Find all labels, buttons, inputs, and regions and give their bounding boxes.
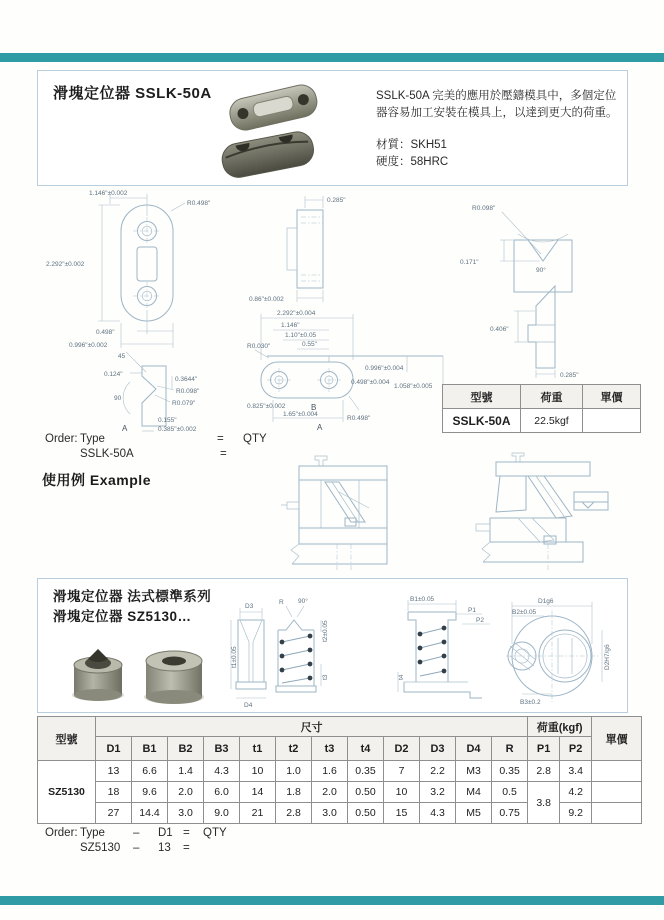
dim-0171: 0.171": [460, 259, 479, 266]
dim-0124: 0.124": [104, 371, 123, 378]
title-model: 滑塊定位器 SZ5130…: [53, 608, 192, 624]
order-size: 13: [158, 842, 171, 854]
cell: 2.8: [528, 761, 560, 782]
cell: 1.0: [276, 761, 312, 782]
order-info-sz5130: [45, 827, 345, 859]
cell: 1.4: [168, 761, 204, 782]
dim-hole-offset: 0.498": [96, 329, 115, 336]
cell: 2.0: [312, 782, 348, 803]
photo-top-block: [227, 82, 320, 133]
order-type: Type: [80, 433, 105, 445]
dim-t2: t2±0.05: [322, 620, 329, 642]
dim-r0030: R0.030": [247, 343, 271, 350]
drawing-side-and-plan-view: [247, 190, 452, 432]
dim-b2: B2±0.05: [512, 609, 537, 616]
material-spec: 材質：SKH51: [376, 138, 447, 151]
cell: 3.4: [560, 761, 592, 782]
cell: 18: [96, 782, 132, 803]
dim-b3: B3±0.2: [520, 699, 541, 706]
cell: 0.35: [348, 761, 384, 782]
order-dash: –: [133, 827, 140, 839]
cell: 9.6: [132, 782, 168, 803]
usage-example-diagrams: [285, 452, 660, 580]
t2-sub-t4: t4: [348, 737, 384, 761]
unit-price-cell: [592, 803, 642, 824]
dim-angle: 90°: [298, 598, 308, 605]
t2-header-load: 荷重(kgf): [528, 717, 592, 737]
cell: M3: [456, 761, 492, 782]
product-description: [376, 88, 621, 171]
example-diagram-open: [476, 453, 608, 570]
cell-p1-merged: 3.8: [528, 782, 560, 824]
order-label: Order:: [45, 827, 78, 839]
cell: 0.35: [492, 761, 528, 782]
dim-1146: 1.146": [281, 322, 300, 329]
dim-angle45: 45: [118, 353, 126, 360]
t1-header-model: 型號: [443, 385, 521, 409]
order-eq2: =: [220, 448, 227, 460]
cell: M5: [456, 803, 492, 824]
t2-sub-t1: t1: [240, 737, 276, 761]
dim-radius: R0.498": [187, 200, 211, 207]
cell: 6.6: [132, 761, 168, 782]
order-type: Type: [80, 827, 105, 839]
dim-03644: 0.3644": [175, 376, 198, 383]
cell: 4.3: [204, 761, 240, 782]
t2-sub-t2: t2: [276, 737, 312, 761]
t2-header-price: 單價: [592, 717, 642, 761]
t1-model-cell: SSLK-50A: [443, 409, 521, 433]
cell: 27: [96, 803, 132, 824]
order-eq: =: [183, 827, 190, 839]
t2-header-size: 尺寸: [96, 717, 528, 737]
unit-price-cell: [592, 761, 642, 782]
plunger-section: [276, 597, 329, 692]
dim-0406: 0.406": [490, 326, 509, 333]
cell: 4.3: [420, 803, 456, 824]
photo-plunger: [72, 649, 124, 701]
cell: 2.2: [420, 761, 456, 782]
dim-0385: 0.385"±0.002: [158, 426, 197, 433]
order-model: SZ5130: [80, 842, 121, 854]
wedge-view-drawing: [104, 352, 200, 433]
cell: 0.50: [348, 782, 384, 803]
dim-086: 0.86"±0.002: [249, 296, 284, 303]
dim-r0098: R0.098": [176, 388, 200, 395]
table-row: [38, 761, 642, 782]
order-eq2: =: [183, 842, 190, 854]
cell: 0.50: [348, 803, 384, 824]
cell: 2.0: [168, 782, 204, 803]
dim-d1: D1g6: [538, 598, 554, 605]
dim-p2: P2: [476, 617, 484, 624]
cell: 13: [96, 761, 132, 782]
view-a-label: A: [122, 424, 128, 433]
cell: 9.0: [204, 803, 240, 824]
drawing-sz-cross-section-1: [228, 590, 346, 712]
dim-d3: D3: [245, 603, 254, 610]
order-eq: =: [217, 433, 224, 445]
bushing-section: [231, 603, 266, 709]
drawing-sz-cross-section-2: [396, 594, 496, 712]
t2-header-model: 型號: [38, 717, 96, 761]
cell: 0.75: [492, 803, 528, 824]
dim-055: 0.55": [302, 341, 317, 348]
product-photo-sslk50a: [216, 75, 334, 181]
dim-0825: 0.825"±0.002: [247, 403, 286, 410]
dim-p1: P1: [468, 607, 476, 614]
t1-header-load: 荷重: [521, 385, 583, 409]
cell: 21: [240, 803, 276, 824]
order-model: SSLK-50A: [80, 448, 134, 460]
t2-sub-p2: P2: [560, 737, 592, 761]
t2-sub-d4: D4: [456, 737, 492, 761]
t1-price-cell: [583, 409, 641, 433]
dim-b1: B1±0.05: [410, 596, 435, 603]
dim-0155: 0.155": [158, 417, 177, 424]
t2-sub-b2: B2: [168, 737, 204, 761]
dim-width: 1.146"±0.002: [89, 190, 128, 197]
order-dash2: –: [133, 842, 140, 854]
dim-2292: 2.292"±0.004: [277, 310, 316, 317]
photo-bushing: [144, 651, 204, 704]
t2-sub-d1: D1: [96, 737, 132, 761]
photo-bottom-block: [219, 129, 316, 180]
unit-price-cell: [592, 782, 642, 803]
top-accent-bar: [0, 53, 664, 62]
drawing-sz-circular-view: [490, 596, 620, 710]
example-diagram-closed: [281, 456, 387, 572]
t2-sub-b3: B3: [204, 737, 240, 761]
cell: M4: [456, 782, 492, 803]
t1-header-price: 單價: [583, 385, 641, 409]
notch-detail-drawing: [460, 205, 572, 292]
dim-110: 1.10"±0.05: [285, 332, 317, 339]
t2-model-cell: SZ5130: [38, 761, 96, 824]
dim-0285-profile: 0.285": [560, 372, 579, 379]
dim-angle90-detail: 90°: [536, 267, 546, 274]
label-a-plan: A: [317, 423, 323, 432]
order-label: Order:: [45, 433, 78, 445]
t2-sub-p1: P1: [528, 737, 560, 761]
spring-coils: [280, 634, 313, 683]
bottom-accent-bar: [0, 896, 664, 905]
dim-0498: 0.498"±0.004: [351, 379, 390, 386]
product-box-sslk50a: [37, 70, 628, 186]
dim-height: 2.292"±0.002: [46, 261, 85, 268]
load-spec-table: [442, 384, 641, 433]
cell: 1.8: [276, 782, 312, 803]
plan-view-drawing: [247, 310, 443, 432]
t2-sub-t3: t3: [312, 737, 348, 761]
t2-sub-d3: D3: [420, 737, 456, 761]
hardness-spec: 硬度：58HRC: [376, 155, 449, 168]
cell: 3.0: [312, 803, 348, 824]
cell: 9.2: [560, 803, 592, 824]
cell: 4.2: [560, 782, 592, 803]
t1-load-cell: 22.5kgf: [521, 409, 583, 433]
cell: 10: [384, 782, 420, 803]
cell: 10: [240, 761, 276, 782]
spring-coils-2: [418, 626, 447, 676]
cell: 7: [384, 761, 420, 782]
dim-t4: t4: [398, 674, 405, 680]
cell: 3.2: [420, 782, 456, 803]
dim-0996: 0.996"±0.004: [365, 365, 404, 372]
order-qty: QTY: [203, 827, 227, 839]
dim-base-width: 0.996"±0.002: [69, 342, 108, 349]
dim-t3: t3: [322, 674, 329, 680]
t2-sub-d2: D2: [384, 737, 420, 761]
title-series: 滑塊定位器 法式標準系列: [53, 589, 212, 604]
example-heading: 使用例 Example: [42, 472, 151, 488]
dimension-table: [37, 716, 642, 824]
cell: 14.4: [132, 803, 168, 824]
dim-r: R: [279, 599, 284, 606]
table-row: [38, 782, 642, 803]
cell: 15: [384, 803, 420, 824]
dim-t1: t1±0.05: [231, 646, 238, 668]
label-b-plan: B: [311, 403, 317, 412]
product-title-2: [53, 587, 211, 626]
cell: 3.0: [168, 803, 204, 824]
cell: 6.0: [204, 782, 240, 803]
cell: 14: [240, 782, 276, 803]
drawing-notch-detail-view: [452, 190, 637, 380]
dim-0285-side: 0.285": [327, 197, 346, 204]
dim-r0498-plan: R0.498": [347, 415, 371, 422]
description-text: SSLK-50A 完美的應用於壓鑄模具中，多個定位器容易加工安裝在模具上，以達到更大的荷重。: [376, 90, 618, 120]
dim-165: 1.65"±0.004: [283, 411, 318, 418]
profile-b-drawing: [490, 286, 579, 392]
dim-d2: D2H7/g6: [604, 644, 611, 670]
cell: 2.8: [276, 803, 312, 824]
drawing-front-and-wedge-view: [42, 190, 247, 432]
dim-1058: 1.058"±0.005: [394, 383, 433, 390]
dim-r0079: R0.079": [172, 400, 196, 407]
order-qty: QTY: [243, 433, 267, 445]
product-title: 滑塊定位器 SSLK-50A: [53, 85, 212, 102]
t2-sub-b1: B1: [132, 737, 168, 761]
dim-r0098-detail: R0.098": [472, 205, 496, 212]
front-view-drawing: [46, 190, 211, 349]
side-view-drawing: [249, 196, 346, 303]
cell: 0.5: [492, 782, 528, 803]
dim-angle90: 90: [114, 395, 122, 402]
product-photo-sz5130: [50, 627, 230, 709]
cell: 1.6: [312, 761, 348, 782]
dim-d4: D4: [244, 702, 253, 709]
order-d1: D1: [158, 827, 173, 839]
t2-sub-r: R: [492, 737, 528, 761]
